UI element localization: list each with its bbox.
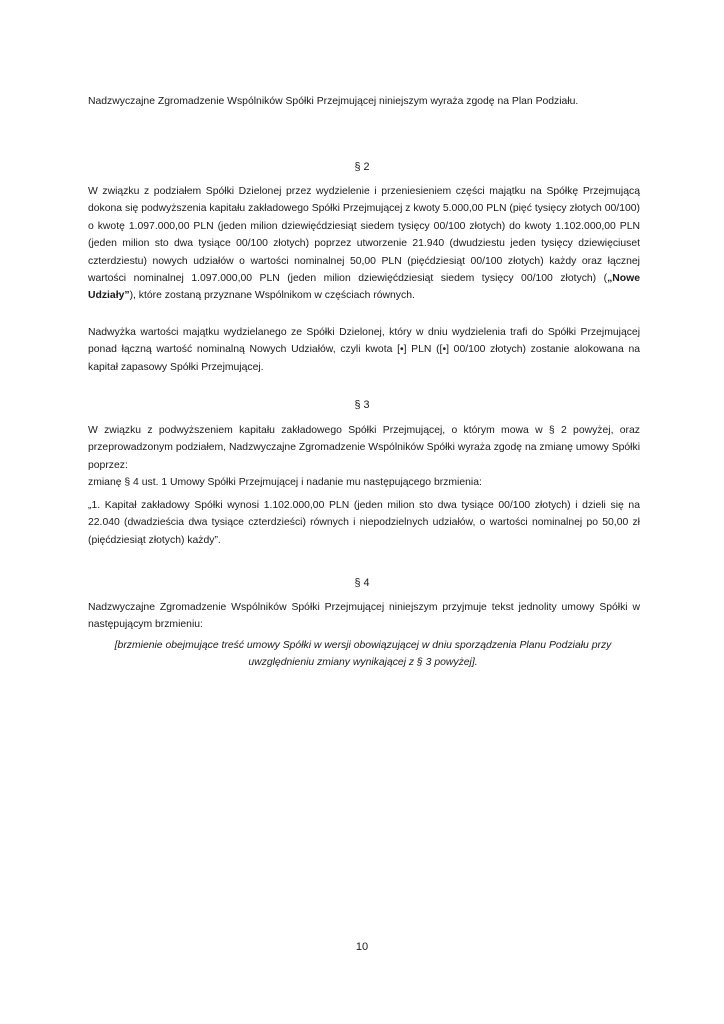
paragraph-consent-plan: Nadzwyczajne Zgromadzenie Wspólników Spółki Przejmującej niniejszym wyraża zgodę na Plan Podziału.	[88, 96, 579, 107]
paragraph-capital-increase	[88, 183, 640, 305]
paragraph-capital-increase-text: W związku z podziałem Spółki Dzielonej przez wydzielenie i przeniesieniem części majątku na Spółkę Przejmującą dokona się podwyższenia kapitału zakładowego Spółki Przejmującej z kwoty 5.000,00 PLN (pięć tysięcy złotych 00/100) o kwotę 1.097.000,00 PLN (jeden milion dziewięćdziesiąt siedem tysięcy 00/100 złotych) do kwoty 1.102.000,00 PLN (jeden milion sto dwa tysiące 00/100 złotych) poprzez utworzenie 21.940 (dwudziestu jeden tysięcy dziewięciuset czterdziestu) nowych udziałów o wartości nominalnej 50,00 PLN (pięćdziesiąt 00/100 złotych) każdy oraz łącznej wartości nominalnej 1.097.000,00 PLN (jeden milion dziewięćdziesiąt siedem tysięcy 00/100 złotych) (	[88, 186, 640, 285]
section-heading-3: § 3	[354, 399, 370, 411]
paragraph-amendment-consent: W związku z podwyższeniem kapitału zakładowego Spółki Przejmującej, o którym mowa w § 2 powyżej, oraz przeprowadzonym podziałem, Nadzwyczajne Zgromadzenie Wspólników Spółki wyraża zgodę na zmianę umowy Spółki poprzez:	[88, 425, 640, 471]
section-heading-2: § 2	[354, 161, 370, 173]
paragraph-new-wording: „1. Kapitał zakładowy Spółki wynosi 1.102.000,00 PLN (jeden milion sto dwa tysiące 00/100 złotych) i dzieli się na 22.040 (dwadzieścia dwa tysiące czterdzieści) równych i niepodzielnych udziałów, o wartości nominalnej po 50,00 zł (pięćdziesiąt złotych) każdy”.	[88, 500, 640, 546]
paragraph-capital-increase-tail: ), które zostaną przyznane Wspólnikom w częściach równych.	[129, 290, 415, 302]
paragraph-placeholder-wording: [brzmienie obejmujące treść umowy Spółki w wersji obowiązującej w dniu sporządzenia Planu Podziału przy uwzględnieniu zmiany wynikającej z § 3 powyżej].	[114, 640, 612, 669]
new-shares-term: „Nowe Udziały”	[88, 273, 640, 302]
paragraph-surplus: Nadwyżka wartości majątku wydzielanego ze Spółki Dzielonej, który w dniu wydzielenia trafi do Spółki Przejmującej ponad łączną wartość nominalną Nowych Udziałów, czyli kwota [•] PLN ([•] 00/100 złotych) zostanie alokowana na kapitał zapasowy Spółki Przejmującej.	[88, 327, 640, 373]
section-heading-4: § 4	[354, 577, 370, 589]
paragraph-amendment-intro: zmianę § 4 ust. 1 Umowy Spółki Przejmującej i nadanie mu następującego brzmienia:	[88, 477, 482, 488]
page-number: 10	[355, 941, 369, 953]
paragraph-consolidated-text: Nadzwyczajne Zgromadzenie Wspólników Spółki Przejmującej niniejszym przyjmuje tekst jednolity umowy Spółki w następującym brzmieniu:	[88, 602, 640, 631]
